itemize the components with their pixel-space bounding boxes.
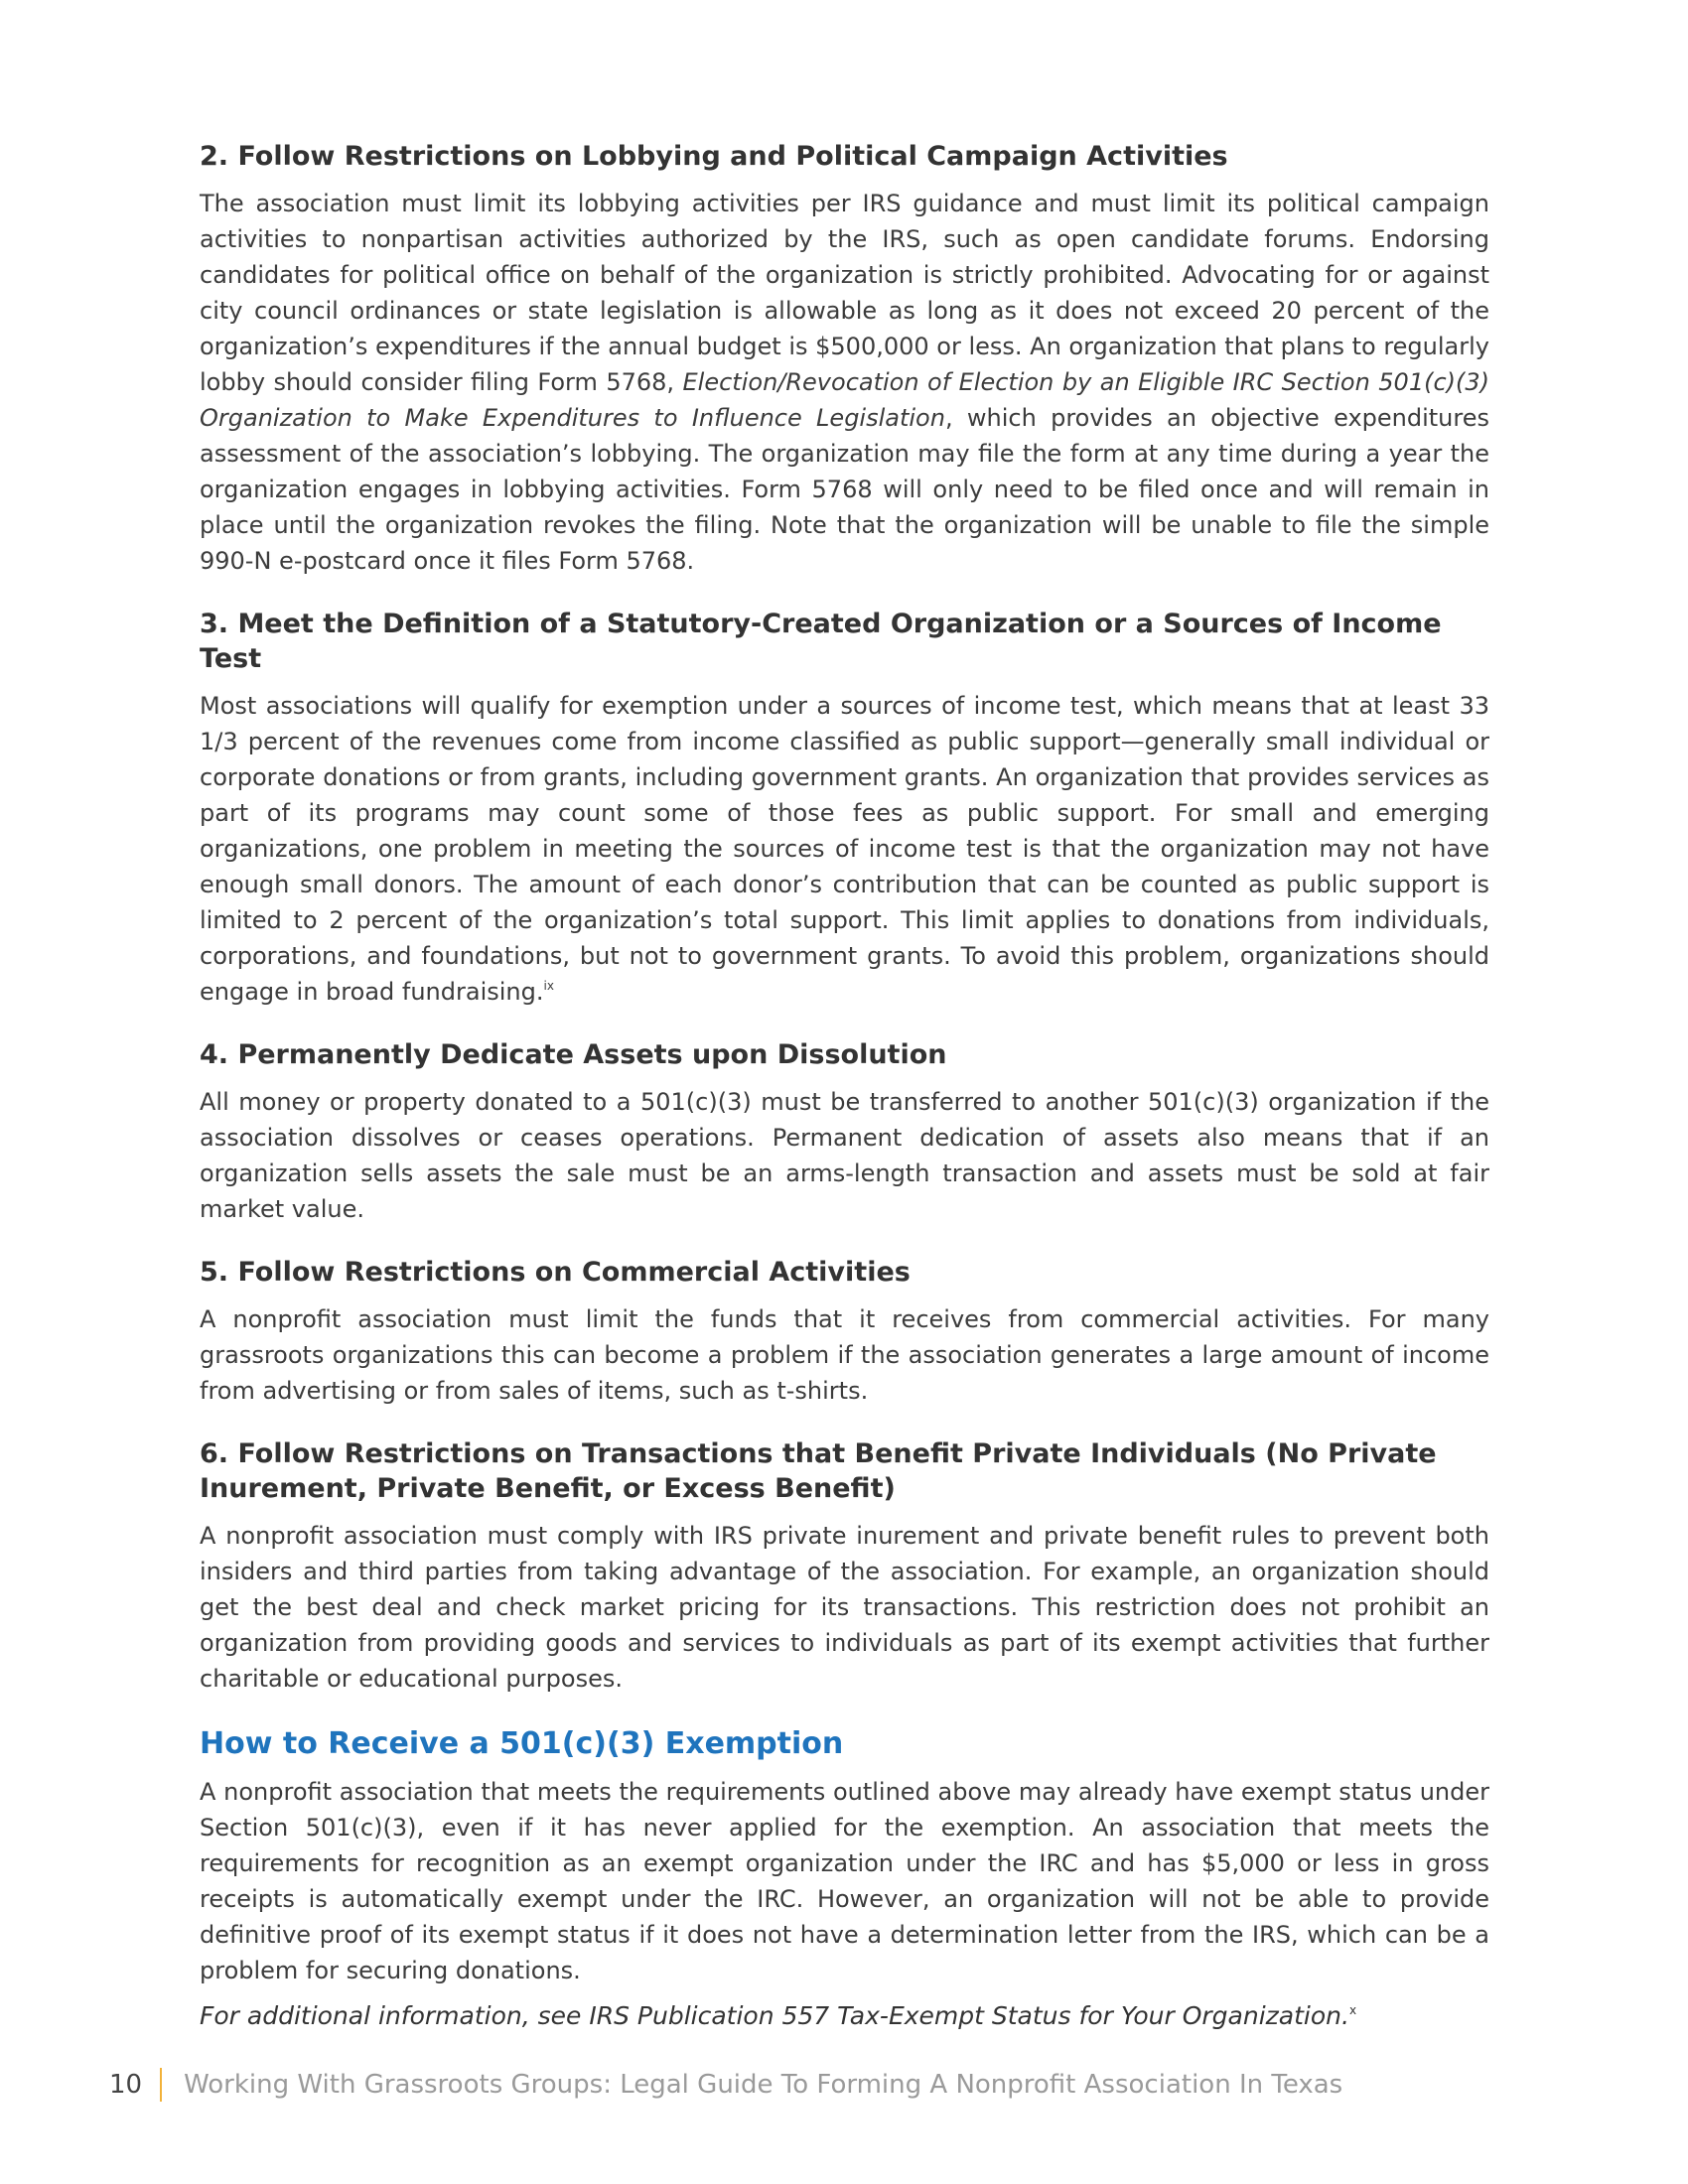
page-number: 10 xyxy=(109,2070,143,2100)
section-heading: 3. Meet the Definition of a Statutory-Created Organization or a Sources of Income Test xyxy=(200,609,1442,674)
footnote-marker: x xyxy=(1348,2003,1357,2017)
section-commercial-activities xyxy=(200,1255,1489,1409)
note-text: For additional information, see IRS Publication 557 Tax-Exempt Status for Your Organization. xyxy=(200,2001,1349,2030)
section-heading: 2. Follow Restrictions on Lobbying and Political Campaign Activities xyxy=(200,141,1228,172)
form-title-italic: Election/Revocation of Election by an Eligible IRC Section 501(c)(3) Organization to Make Expenditures to Influence Legislation xyxy=(200,368,1490,432)
footer-title: Working With Grassroots Groups: Legal Guide To Forming A Nonprofit Association In Texas xyxy=(184,2070,1343,2100)
section-paragraph: All money or property donated to a 501(c)(3) must be transferred to another 501(c)(3) organization if the association dissolves or ceases operations. Permanent dedication of assets also means that if an organization sells assets the sale must be an arms-length transaction and assets must be sold at fair market value. xyxy=(200,1088,1489,1223)
paragraph-text: , which provides an objective expenditures assessment of the association’s lobbying. The organization may file the form at any time during a year the organization engages in lobbying activities. Form 5768 will only need to be filed once and will remain in place until the organization revokes the filing. Note that the organization will be unable to file the simple 990-N e-postcard once it files Form 5768. xyxy=(200,404,1489,575)
footnote-marker: ix xyxy=(543,979,554,993)
section-private-benefit xyxy=(200,1436,1489,1697)
section-sources-of-income xyxy=(200,607,1489,1010)
section-paragraph xyxy=(200,688,1489,1010)
page-footer xyxy=(109,2065,1342,2105)
section-receive-exemption xyxy=(200,1724,1489,2034)
section-heading: 4. Permanently Dedicate Assets upon Dissolution xyxy=(200,1039,947,1070)
paragraph-text: Most associations will qualify for exemption under a sources of income test, which means that at least 33 1/3 percent of the revenues come from income classified as public support—generally small individual or corporate donations or from grants, including government grants. An organization that provides services as part of its programs may count some of those fees as public support. For small and emerging organizations, one problem in meeting the sources of income test is that the organization may not have enough small donors. The amount of each donor’s contribution that can be counted as public support is limited to 2 percent of the organization’s total support. This limit applies to donations from individuals, corporations, and foundations, but not to government grants. To avoid this problem, organizations should engage in broad fundraising. xyxy=(200,692,1489,1006)
exemption-paragraph: A nonprofit association that meets the requirements outlined above may already have exempt status under Section 501(c)(3), even if it has never applied for the exemption. An association that meets the requirements for recognition as an exempt organization under the IRC and has $5,000 or less in gross receipts is automatically exempt under the IRC. However, an organization will not be able to provide definitive proof of its exempt status if it does not have a determination letter from the IRS, which can be a problem for securing donations. xyxy=(200,1778,1489,1984)
additional-info-note xyxy=(200,1998,1489,2034)
section-lobbying xyxy=(200,139,1489,579)
section-heading: 5. Follow Restrictions on Commercial Activities xyxy=(200,1257,911,1288)
section-paragraph xyxy=(200,186,1489,579)
section-heading: 6. Follow Restrictions on Transactions that Benefit Private Individuals (No Private Inurement, Private Benefit, or Excess Benefit) xyxy=(200,1438,1437,1504)
page-content xyxy=(200,139,1489,2062)
footer-divider xyxy=(160,2068,162,2102)
section-dedicate-assets xyxy=(200,1037,1489,1227)
paragraph-text: The association must limit its lobbying activities per IRS guidance and must limit its political campaign activities to nonpartisan activities authorized by the IRS, such as open candidate forums. Endorsing candidates for political office on behalf of the organization is strictly prohibited. Advocating for or against city council ordinances or state legislation is allowable as long as it does not exceed 20 percent of the organization’s expenditures if the annual budget is $500,000 or less. An organization that plans to regularly lobby should consider filing Form 5768, xyxy=(200,190,1489,396)
exemption-heading: How to Receive a 501(c)(3) Exemption xyxy=(200,1726,844,1761)
section-paragraph: A nonprofit association must limit the funds that it receives from commercial activities. For many grassroots organizations this can become a problem if the association generates a large amount of income from advertising or from sales of items, such as t-shirts. xyxy=(200,1305,1489,1405)
section-paragraph: A nonprofit association must comply with IRS private inurement and private benefit rules to prevent both insiders and third parties from taking advantage of the association. For example, an organization should get the best deal and check market pricing for its transactions. This restriction does not prohibit an organization from providing goods and services to individuals as part of its exempt activities that further charitable or educational purposes. xyxy=(200,1522,1489,1693)
